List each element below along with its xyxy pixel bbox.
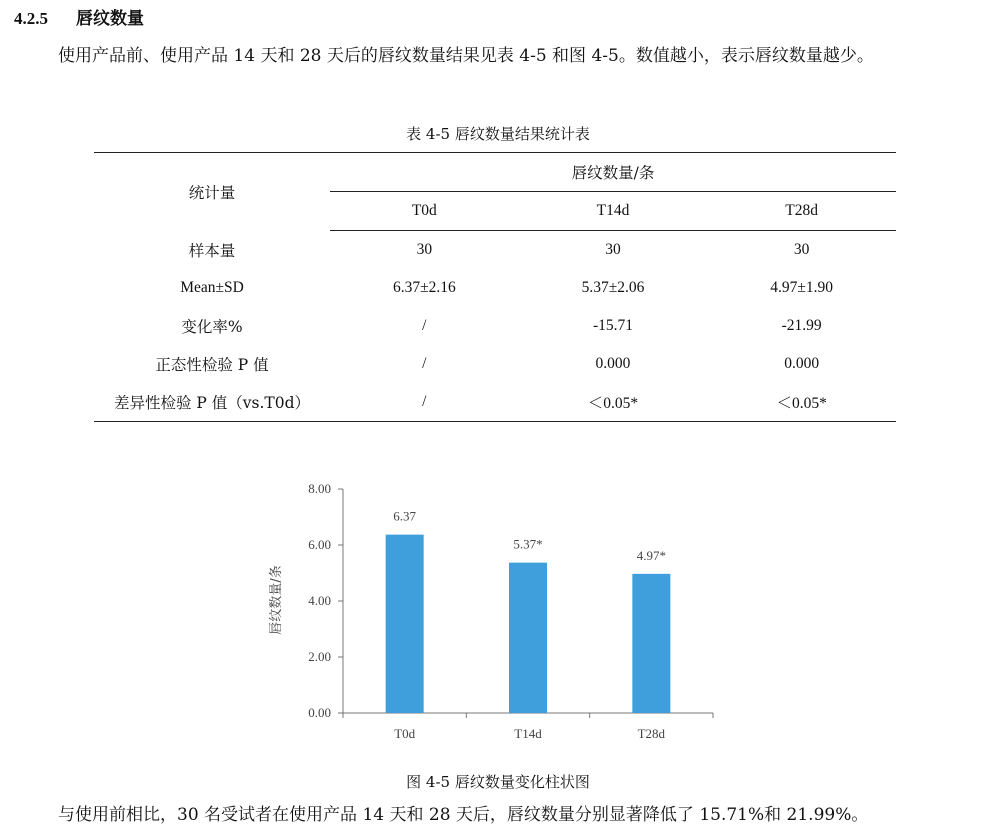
bar-data-label: 4.97* xyxy=(636,547,666,563)
table-cell: 30 xyxy=(605,241,621,258)
row-label: 变化率% xyxy=(181,318,243,336)
bar xyxy=(386,535,424,713)
table-row xyxy=(94,383,896,422)
bar xyxy=(509,563,547,713)
table-row xyxy=(94,345,896,383)
table-header-row xyxy=(94,153,896,192)
table-cell: / xyxy=(422,355,427,372)
table-cell: -21.99 xyxy=(781,317,822,334)
bar-chart xyxy=(250,476,730,756)
column-header: T14d xyxy=(519,192,708,231)
conclusion-paragraph: 与使用前相比，30 名受试者在使用产品 14 天和 28 天后，唇纹数量分别显著降低了 15.71%和 21.99%。 xyxy=(58,805,869,825)
y-axis-title: 唇纹数量/条 xyxy=(269,565,284,635)
table-cell: ＜0.05* xyxy=(707,383,896,422)
table-cell: 30 xyxy=(416,241,433,258)
table-cell: / xyxy=(330,383,519,422)
table-row xyxy=(94,307,896,345)
x-tick-label: T0d xyxy=(394,726,416,741)
bar-data-label: 5.37* xyxy=(513,536,543,552)
bar-data-label: 6.37 xyxy=(393,508,417,524)
row-label: 差异性检验 P 值（vs.T0d） xyxy=(94,383,330,422)
table-row xyxy=(94,231,896,270)
y-tick-label: 8.00 xyxy=(308,481,331,496)
group-header: 唇纹数量/条 xyxy=(330,153,896,192)
y-tick-label: 2.00 xyxy=(308,649,331,664)
section-number: 4.2.5 xyxy=(14,9,48,28)
table-cell: 6.37±2.16 xyxy=(392,279,456,296)
column-header: T28d xyxy=(707,192,896,231)
column-header: T0d xyxy=(330,192,519,231)
stub-header: 统计量 xyxy=(94,153,330,231)
table-cell: 0.000 xyxy=(784,355,820,372)
stats-table xyxy=(94,152,896,422)
y-tick-label: 6.00 xyxy=(308,537,331,552)
y-tick-label: 4.00 xyxy=(308,593,331,608)
y-tick-label: 0.00 xyxy=(308,705,331,720)
intro-paragraph: 使用产品前、使用产品 14 天和 28 天后的唇纹数量结果见表 4-5 和图 4-5。数值越小，表示唇纹数量越少。 xyxy=(58,46,874,66)
table-cell: ＜0.05* xyxy=(519,383,708,422)
table-cell: 5.37±2.06 xyxy=(581,279,645,296)
table-cell: -15.71 xyxy=(592,317,633,334)
section-heading xyxy=(14,4,144,29)
section-title: 唇纹数量 xyxy=(76,9,144,29)
figure-caption: 图 4-5 唇纹数量变化柱状图 xyxy=(406,773,590,791)
table-cell: / xyxy=(422,317,427,334)
x-tick-label: T14d xyxy=(514,726,542,741)
table-caption: 表 4-5 唇纹数量结果统计表 xyxy=(406,125,590,143)
row-label: 正态性检验 P 值 xyxy=(155,356,269,374)
table-cell: 0.000 xyxy=(595,355,631,372)
table-cell: 4.97±1.90 xyxy=(770,279,834,296)
bar xyxy=(632,574,670,713)
row-label: 样本量 xyxy=(188,241,236,260)
row-label: Mean±SD xyxy=(180,279,244,296)
table-cell: 30 xyxy=(793,241,810,258)
table-row xyxy=(94,269,896,307)
x-tick-label: T28d xyxy=(637,726,666,741)
